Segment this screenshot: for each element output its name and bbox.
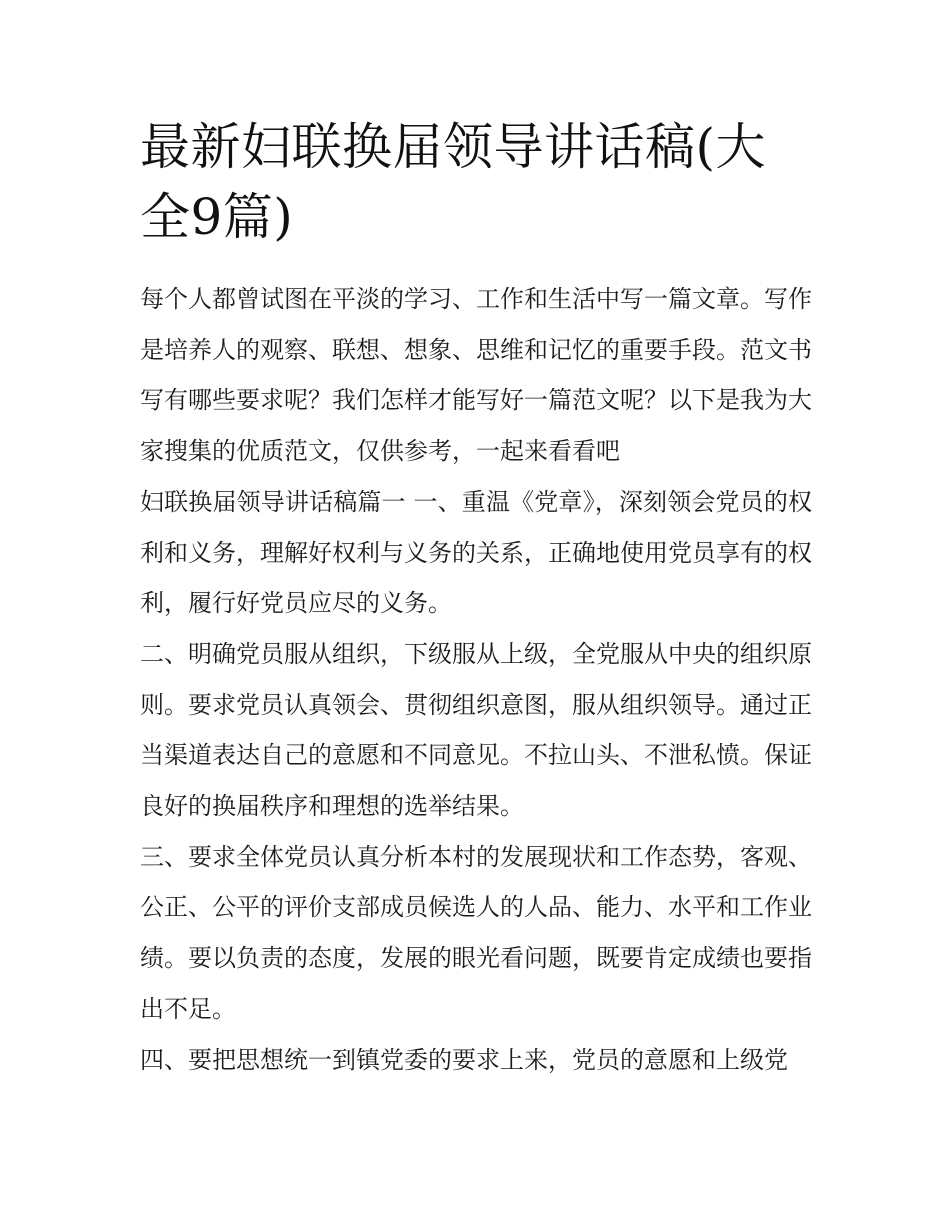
document-title: 最新妇联换届领导讲话稿(大全9篇) [140, 118, 767, 246]
section-one-paragraph: 妇联换届领导讲话稿篇一 一、重温《党章》，深刻领会党员的权利和义务，理解好权利与义务的关系，正确地使用党员享有的权利，履行好党员应尽的义务。 [140, 487, 812, 618]
section-three-paragraph: 三、要求全体党员认真分析本村的发展现状和工作态势，客观、公正、公平的评价支部成员候选人的人品、能力、水平和工作业绩。要以负责的态度，发展的眼光看问题，既要肯定成绩也要指出不足。 [140, 842, 812, 1023]
section-two-paragraph: 二、明确党员服从组织，下级服从上级，全党服从中央的组织原则。要求党员认真领会、贯彻组织意图，服从组织领导。通过正当渠道表达自己的意愿和不同意见。不拉山头、不泄私愤。保证良好的换届秩序和理想的选举结果。 [140, 639, 812, 821]
document-body [140, 274, 812, 1085]
intro-paragraph: 每个人都曾试图在平淡的学习、工作和生活中写一篇文章。写作是培养人的观察、联想、想象、思维和记忆的重要手段。范文书写有哪些要求呢？我们怎样才能写好一篇范文呢？以下是我为大家搜集的优质范文，仅供参考，一起来看看吧 [140, 285, 812, 466]
section-four-paragraph: 四、要把思想统一到镇党委的要求上来，党员的意愿和上级党 [140, 1045, 788, 1074]
document-content [140, 112, 812, 1085]
